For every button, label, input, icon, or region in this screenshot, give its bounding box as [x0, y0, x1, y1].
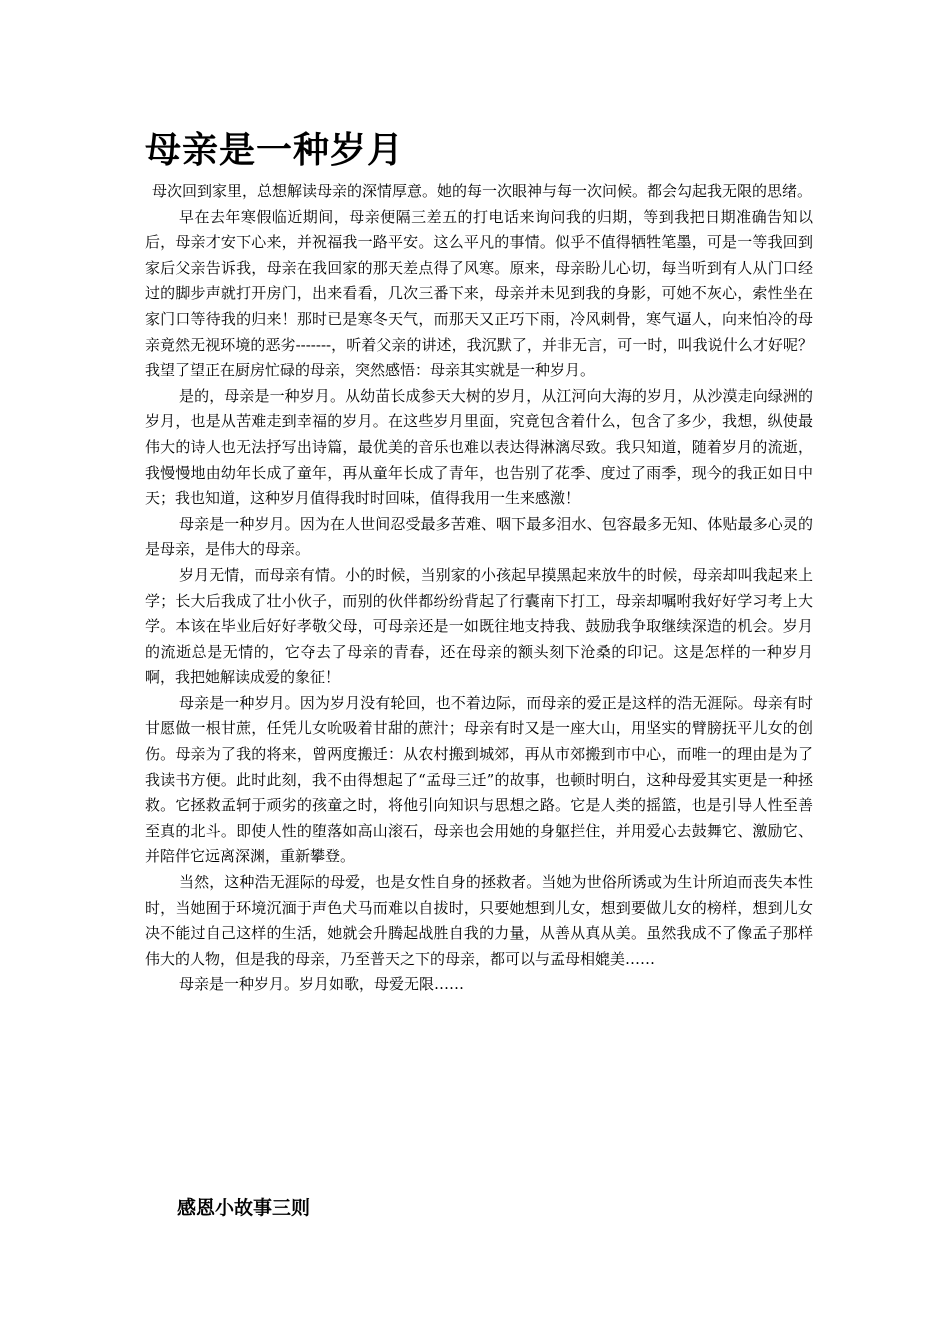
article-body: [145, 179, 813, 998]
paragraph: 岁月无情，而母亲有情。小的时候，当别家的小孩起早摸黑起来放牛的时候，母亲却叫我起来上学；长大后我成了壮小伙子，而别的伙伴都纷纷背起了行囊南下打工，母亲却嘱咐我好好学习考上大学。本该在毕业后好好孝敬父母，可母亲还是一如既往地支持我、鼓励我争取继续深造的机会。岁月的流逝总是无情的，它夺去了母亲的青春，还在母亲的额头刻下沧桑的印记。这是怎样的一种岁月啊，我把她解读成爱的象征！: [145, 565, 813, 687]
paragraph: 母亲是一种岁月。因为在人世间忍受最多苦难、咽下最多泪水、包容最多无知、体贴最多心灵的是母亲，是伟大的母亲。: [145, 514, 813, 559]
article-title: 母亲是一种岁月: [145, 129, 405, 171]
paragraph: 是的，母亲是一种岁月。从幼苗长成参天大树的岁月，从江河向大海的岁月，从沙漠走向绿洲的岁月，也是从苦难走到幸福的岁月。在这些岁月里面，究竟包含着什么，包含了多少，我想，纵使最伟大的诗人也无法抒写出诗篇，最优美的音乐也难以表达得淋漓尽致。我只知道，随着岁月的流逝，我慢慢地由幼年长成了童年，再从童年长成了青年，也告别了花季、度过了雨季，现今的我正如日中天；我也知道，这种岁月值得我时时回味，值得我用一生来感激！: [145, 386, 813, 508]
paragraph: 早在去年寒假临近期间，母亲便隔三差五的打电话来询问我的归期，等到我把日期准确告知以后，母亲才安下心来，并祝福我一路平安。这么平凡的事情。似乎不值得牺牲笔墨，可是一等我回到家后父亲告诉我，母亲在我回家的那天差点得了风寒。原来，母亲盼儿心切，每当听到有人从门口经过的脚步声就打开房门，出来看看，几次三番下来，母亲并未见到我的身影，可她不灰心，索性坐在家门口等待我的归来！那时已是寒冬天气，而那天又正巧下雨，冷风刺骨，寒气逼人，向来怕冷的母亲竟然无视环境的恶劣-------，听着父亲的讲述，我沉默了，并非无言，可一时，叫我说什么才好呢？我望了望正在厨房忙碌的母亲，突然感悟：母亲其实就是一种岁月。: [145, 207, 813, 380]
paragraph: 当然，这种浩无涯际的母爱，也是女性自身的拯救者。当她为世俗所诱或为生计所迫而丧失本性时，当她囿于环境沉湎于声色犬马而难以自拔时，只要她想到儿女，想到要做儿女的榜样，想到儿女决不能过自己这样的生活，她就会升腾起战胜自我的力量，从善从真从美。虽然我成不了像孟子那样伟大的人物，但是我的母亲，乃至普天之下的母亲，都可以与孟母相媲美……: [145, 873, 813, 968]
paragraph: 母次回到家里，总想解读母亲的深情厚意。她的每一次眼神与每一次问候。都会勾起我无限的思绪。: [152, 182, 813, 200]
next-article-title: 感恩小故事三则: [177, 1197, 311, 1219]
paragraph: 母亲是一种岁月。因为岁月没有轮回，也不着边际，而母亲的爱正是这样的浩无涯际。母亲有时甘愿做一根甘蔗，任凭儿女吮吸着甘甜的蔗汁；母亲有时又是一座大山，用坚实的臂膀抚平儿女的创伤。母亲为了我的将来，曾两度搬迁：从农村搬到城郊，再从市郊搬到市中心，而唯一的理由是为了我读书方便。此时此刻，我不由得想起了“孟母三迁”的故事，也顿时明白，这种母爱其实更是一种拯救。它拯救孟轲于顽劣的孩童之时，将他引向知识与思想之路。它是人类的摇篮，也是引导人性至善至真的北斗。即使人性的堕落如高山滚石，母亲也会用她的身躯拦住，并用爱心去鼓舞它、激励它、并陪伴它远离深渊，重新攀登。: [145, 693, 813, 866]
paragraph: 母亲是一种岁月。岁月如歌，母爱无限……: [179, 975, 465, 994]
